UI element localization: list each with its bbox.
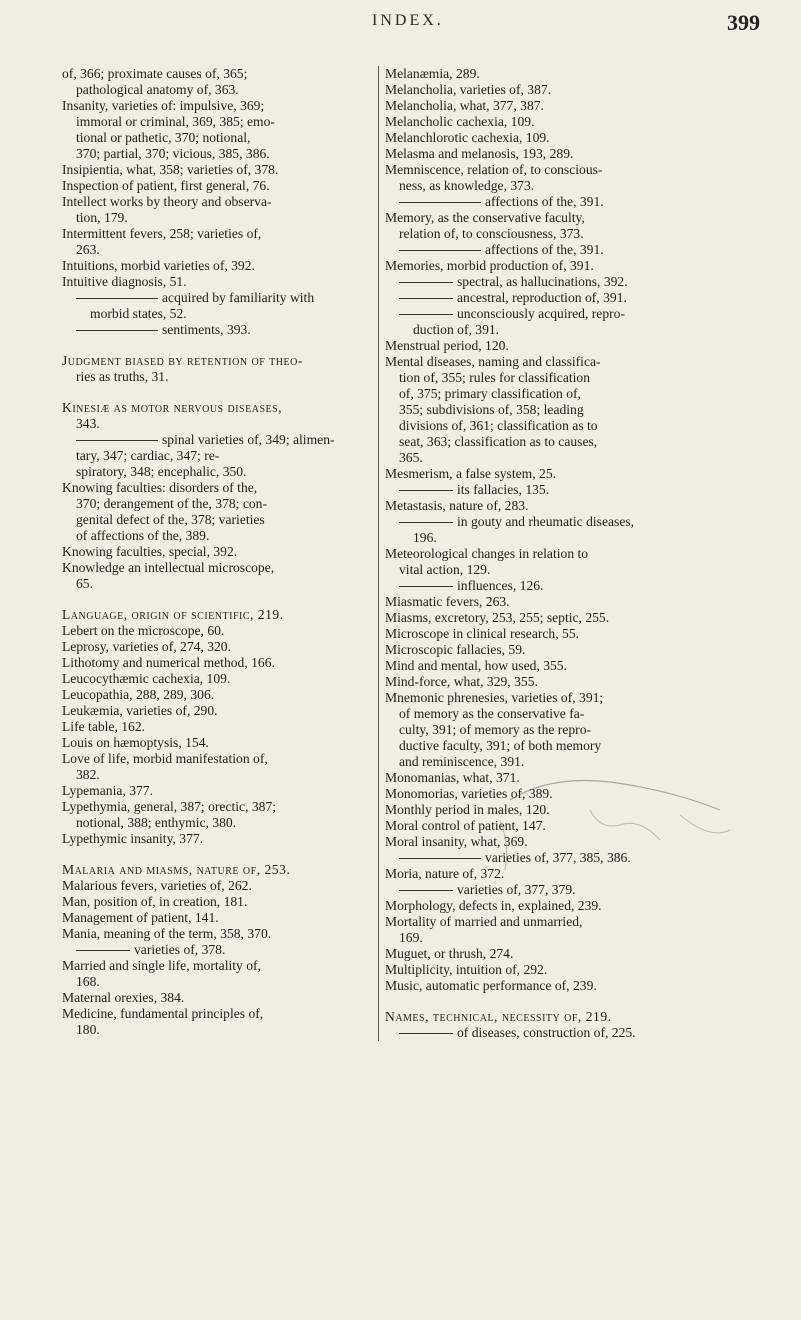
index-line: Leukæmia, varieties of, 290.	[62, 703, 218, 718]
running-title: INDEX.	[372, 12, 444, 29]
index-line: divisions of, 361; classification as to	[399, 418, 598, 433]
index-line: Melasma and melanosis, 193, 289.	[385, 146, 574, 161]
index-line: Lypethymia, general, 387; orectic, 387;	[62, 799, 277, 814]
index-line: Mental diseases, naming and classifica-	[385, 354, 601, 369]
ditto-rule	[399, 250, 481, 251]
index-line: varieties of, 377, 385, 386.	[485, 850, 631, 865]
index-line: Intuitive diagnosis, 51.	[62, 274, 187, 289]
index-line: tional or pathetic, 370; notional,	[76, 130, 251, 145]
ditto-rule	[76, 330, 158, 331]
index-line: Memory, as the conservative faculty,	[385, 210, 585, 225]
index-line: Microscopic fallacies, 59.	[385, 642, 526, 657]
index-line: 382.	[76, 767, 100, 782]
index-line: affections of the, 391.	[485, 194, 604, 209]
index-line: spectral, as hallucinations, 392.	[457, 274, 628, 289]
index-line: culty, 391; of memory as the repro-	[399, 722, 592, 737]
index-line: Kinesiæ as motor nervous diseases,	[62, 400, 283, 415]
index-line: Maternal orexies, 384.	[62, 990, 185, 1005]
index-line: Names, technical, necessity of, 219.	[385, 1009, 612, 1024]
index-line: sentiments, 393.	[162, 322, 251, 337]
index-line: varieties of, 378.	[134, 942, 226, 957]
index-line: Memories, morbid production of, 391.	[385, 258, 594, 273]
index-line: Mania, meaning of the term, 358, 370.	[62, 926, 272, 941]
index-line: Leucocythæmic cachexia, 109.	[62, 671, 231, 686]
ditto-rule	[399, 490, 453, 491]
index-line: 196.	[413, 530, 437, 545]
index-line: Moral control of patient, 147.	[385, 818, 546, 833]
index-line: pathological anatomy of, 363.	[76, 82, 239, 97]
ditto-rule	[399, 858, 481, 859]
index-line: Monomorias, varieties of, 389.	[385, 786, 553, 801]
ditto-rule	[76, 440, 158, 441]
index-line: varieties of, 377, 379.	[457, 882, 576, 897]
ink-smudge	[470, 770, 770, 880]
index-line: of diseases, construction of, 225.	[457, 1025, 636, 1040]
index-line: 263.	[76, 242, 100, 257]
ditto-rule	[76, 950, 130, 951]
index-line: of, 366; proximate causes of, 365;	[62, 66, 248, 81]
index-line: tion of, 355; rules for classification	[399, 370, 591, 385]
index-line: Insipientia, what, 358; varieties of, 378.	[62, 162, 279, 177]
index-line: ductive faculty, 391; of both memory	[399, 738, 602, 753]
index-line: 168.	[76, 974, 100, 989]
index-column-right	[378, 66, 701, 1041]
index-line: Lypemania, 377.	[62, 783, 153, 798]
index-line: spinal varieties of, 349; alimen-	[162, 432, 335, 447]
ditto-rule	[399, 298, 453, 299]
index-line: Judgment biased by retention of theo-	[62, 353, 303, 368]
index-line: Man, position of, in creation, 181.	[62, 894, 248, 909]
index-line: notional, 388; enthymic, 380.	[76, 815, 237, 830]
index-line: immoral or criminal, 369, 385; emo-	[76, 114, 275, 129]
ditto-rule	[399, 522, 453, 523]
index-line: 180.	[76, 1022, 100, 1037]
index-line: Melanchlorotic cachexia, 109.	[385, 130, 550, 145]
ditto-rule	[399, 1033, 453, 1034]
index-line: Monomanias, what, 371.	[385, 770, 520, 785]
ditto-rule	[399, 282, 453, 283]
index-line: of affections of the, 389.	[76, 528, 210, 543]
index-line: in gouty and rheumatic diseases,	[457, 514, 635, 529]
index-line: Leprosy, varieties of, 274, 320.	[62, 639, 231, 654]
index-line: relation of, to consciousness, 373.	[399, 226, 584, 241]
index-line: its fallacies, 135.	[457, 482, 550, 497]
page-number: 399	[727, 10, 760, 35]
index-line: Muguet, or thrush, 274.	[385, 946, 514, 961]
index-line: Life table, 162.	[62, 719, 146, 734]
index-line: Lebert on the microscope, 60.	[62, 623, 225, 638]
index-line: affections of the, 391.	[485, 242, 604, 257]
index-line: Lypethymic insanity, 377.	[62, 831, 204, 846]
index-line: Microscope in clinical research, 55.	[385, 626, 580, 641]
ditto-rule	[76, 298, 158, 299]
index-line: Language, origin of scientific, 219.	[62, 607, 284, 622]
index-line: morbid states, 52.	[90, 306, 187, 321]
index-line: Moral insanity, what, 369.	[385, 834, 528, 849]
index-line: ancestral, reproduction of, 391.	[457, 290, 627, 305]
index-line: 365.	[399, 450, 423, 465]
index-line: Malarious fevers, varieties of, 262.	[62, 878, 252, 893]
index-line: Mortality of married and unmarried,	[385, 914, 583, 929]
index-line: tary, 347; cardiac, 347; re-	[76, 448, 220, 463]
index-line: Menstrual period, 120.	[385, 338, 509, 353]
index-line: Louis on hæmoptysis, 154.	[62, 735, 209, 750]
index-line: Knowledge an intellectual microscope,	[62, 560, 275, 575]
index-line: ness, as knowledge, 373.	[399, 178, 535, 193]
index-line: genital defect of the, 378; varieties	[76, 512, 265, 527]
index-line: Miasms, excretory, 253, 255; septic, 255.	[385, 610, 610, 625]
ditto-rule	[399, 202, 481, 203]
index-line: Music, automatic performance of, 239.	[385, 978, 597, 993]
index-line: Monthly period in males, 120.	[385, 802, 550, 817]
index-line: Mesmerism, a false system, 25.	[385, 466, 557, 481]
index-line: vital action, 129.	[399, 562, 491, 577]
index-line: duction of, 391.	[413, 322, 500, 337]
index-line: tion, 179.	[76, 210, 128, 225]
index-line: Intuitions, morbid varieties of, 392.	[62, 258, 255, 273]
ditto-rule	[399, 314, 453, 315]
index-line: ries as truths, 31.	[76, 369, 169, 384]
index-line: 343.	[76, 416, 100, 431]
index-line: Insanity, varieties of: impulsive, 369;	[62, 98, 265, 113]
index-line: Mind and mental, how used, 355.	[385, 658, 567, 673]
index-line: Married and single life, mortality of,	[62, 958, 261, 973]
index-line: Memniscence, relation of, to conscious-	[385, 162, 603, 177]
index-line: and reminiscence, 391.	[399, 754, 525, 769]
index-line: Knowing faculties: disorders of the,	[62, 480, 258, 495]
index-line: Management of patient, 141.	[62, 910, 219, 925]
index-line: Moria, nature of, 372.	[385, 866, 505, 881]
index-line: 169.	[399, 930, 423, 945]
index-line: 370; derangement of the, 378; con-	[76, 496, 268, 511]
index-line: Miasmatic fevers, 263.	[385, 594, 510, 609]
index-line: Mnemonic phrenesies, varieties of, 391;	[385, 690, 604, 705]
index-line: Meteorological changes in relation to	[385, 546, 589, 561]
page-header	[0, 10, 801, 40]
index-line: Love of life, morbid manifestation of,	[62, 751, 268, 766]
index-line: Melanæmia, 289.	[385, 66, 480, 81]
index-line: Melancholia, varieties of, 387.	[385, 82, 552, 97]
index-line: spiratory, 348; encephalic, 350.	[76, 464, 247, 479]
index-line: Mind-force, what, 329, 355.	[385, 674, 538, 689]
index-column-left	[62, 66, 370, 1038]
index-line: Metastasis, nature of, 283.	[385, 498, 529, 513]
index-line: Leucopathia, 288, 289, 306.	[62, 687, 215, 702]
ditto-rule	[399, 890, 453, 891]
ditto-rule	[399, 586, 453, 587]
index-line: Melancholic cachexia, 109.	[385, 114, 535, 129]
index-line: 370; partial, 370; vicious, 385, 386.	[76, 146, 270, 161]
index-line: Melancholia, what, 377, 387.	[385, 98, 544, 113]
index-line: Inspection of patient, first general, 76.	[62, 178, 270, 193]
index-line: of, 375; primary classification of,	[399, 386, 581, 401]
index-line: Knowing faculties, special, 392.	[62, 544, 238, 559]
index-line: Intellect works by theory and observa-	[62, 194, 272, 209]
index-line: influences, 126.	[457, 578, 544, 593]
index-line: 65.	[76, 576, 93, 591]
index-line: Intermittent fevers, 258; varieties of,	[62, 226, 262, 241]
index-line: Lithotomy and numerical method, 166.	[62, 655, 275, 670]
index-line: Malaria and miasms, nature of, 253.	[62, 862, 291, 877]
index-line: Multiplicity, intuition of, 292.	[385, 962, 548, 977]
index-line: unconsciously acquired, repro-	[457, 306, 625, 321]
index-line: Morphology, defects in, explained, 239.	[385, 898, 602, 913]
index-line: Medicine, fundamental principles of,	[62, 1006, 264, 1021]
index-line: seat, 363; classification as to causes,	[399, 434, 598, 449]
index-line: of memory as the conservative fa-	[399, 706, 585, 721]
index-line: acquired by familiarity with	[162, 290, 315, 305]
index-line: 355; subdivisions of, 358; leading	[399, 402, 584, 417]
